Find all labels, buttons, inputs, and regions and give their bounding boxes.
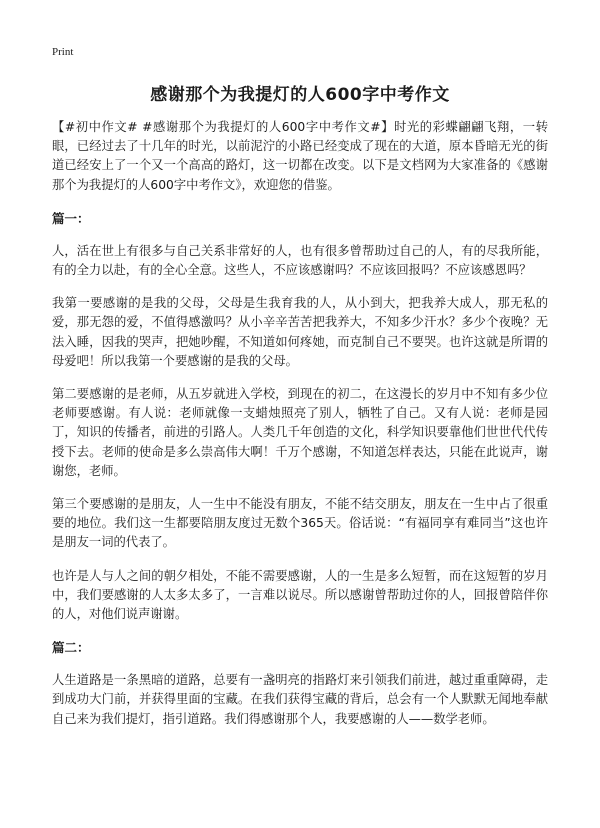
- intro-paragraph: 【#初中作文# #感谢那个为我提灯的人600字中考作文#】时光的彩蝶翩翩飞翔，一转眼，已经过去了十几年的时光，以前泥泞的小路已经变成了现在的大道，原本昏暗无光的街道已经安上了一个又一个高高的路灯，这一切都在改变。以下是文档网为大家准备的《感谢那个为我提灯的人600字中考作文》，欢迎您的借鉴。: [52, 120, 548, 192]
- section-heading-2: 篇二：: [52, 640, 90, 656]
- paragraph: 人，活在世上有很多与自己关系非常好的人，也有很多曾帮助过自己的人，有的尽我所能，有的全力以赴，有的全心全意。这些人，不应该感谢吗？不应该回报吗？不应该感恩吗？: [52, 243, 548, 278]
- print-link[interactable]: Print: [52, 46, 74, 58]
- paragraph: 第三个要感谢的是朋友，人一生中不能没有朋友，不能不结交朋友，朋友在一生中占了很重要的地位。我们这一生都要陪朋友度过无数个365天。俗话说：“有福同享有难同当”这也许是朋友一词的代表了。: [52, 497, 548, 550]
- paragraph: 我第一要感谢的是我的父母，父母是生我育我的人，从小到大，把我养大成人，那无私的爱，那无怨的爱，不值得感激吗？从小辛辛苦苦把我养大，不知多少汗水？多少个夜晚？无法入睡，因我的哭声，把她吵醒，不知道如何疼她，而克制自己不要哭。也许这就是所谓的母爱吧！所以我第一个要感谢的是我的父母。: [52, 296, 548, 368]
- page-title: 感谢那个为我提灯的人600字中考作文: [150, 85, 450, 105]
- paragraph: 也许是人与人之间的朝夕相处，不能不需要感谢，人的一生是多么短暂，而在这短暂的岁月中，我们要感谢的人太多太多了，一言难以说尽。所以感谢曾帮助过你的人，回报曾陪伴你的人，对他们说声谢谢。: [52, 568, 548, 622]
- article-body: [52, 118, 548, 743]
- paragraph: 第二要感谢的是老师，从五岁就进入学校，到现在的初二，在这漫长的岁月中不知有多少位老师要感谢。有人说：老师就像一支蜡烛照亮了别人，牺牲了自己。又有人说：老师是园丁，知识的传播者，前进的引路人。人类几千年创造的文化，科学知识要靠他们世世代代传授下去。老师的使命是多么崇高伟大啊！千万个感谢，不知道怎样表达，只能在此说声，谢谢您，老师。: [52, 387, 548, 478]
- paragraph: 人生道路是一条黑暗的道路，总要有一盏明亮的指路灯来引领我们前进，越过重重障碍，走到成功大门前，并获得里面的宝藏。在我们获得宝藏的背后，总会有一个人默默无闻地奉献自己来为我们提灯，指引道路。我们得感谢那个人，我要感谢的人——数学老师。: [52, 673, 548, 726]
- section-heading-1: 篇一：: [52, 210, 90, 226]
